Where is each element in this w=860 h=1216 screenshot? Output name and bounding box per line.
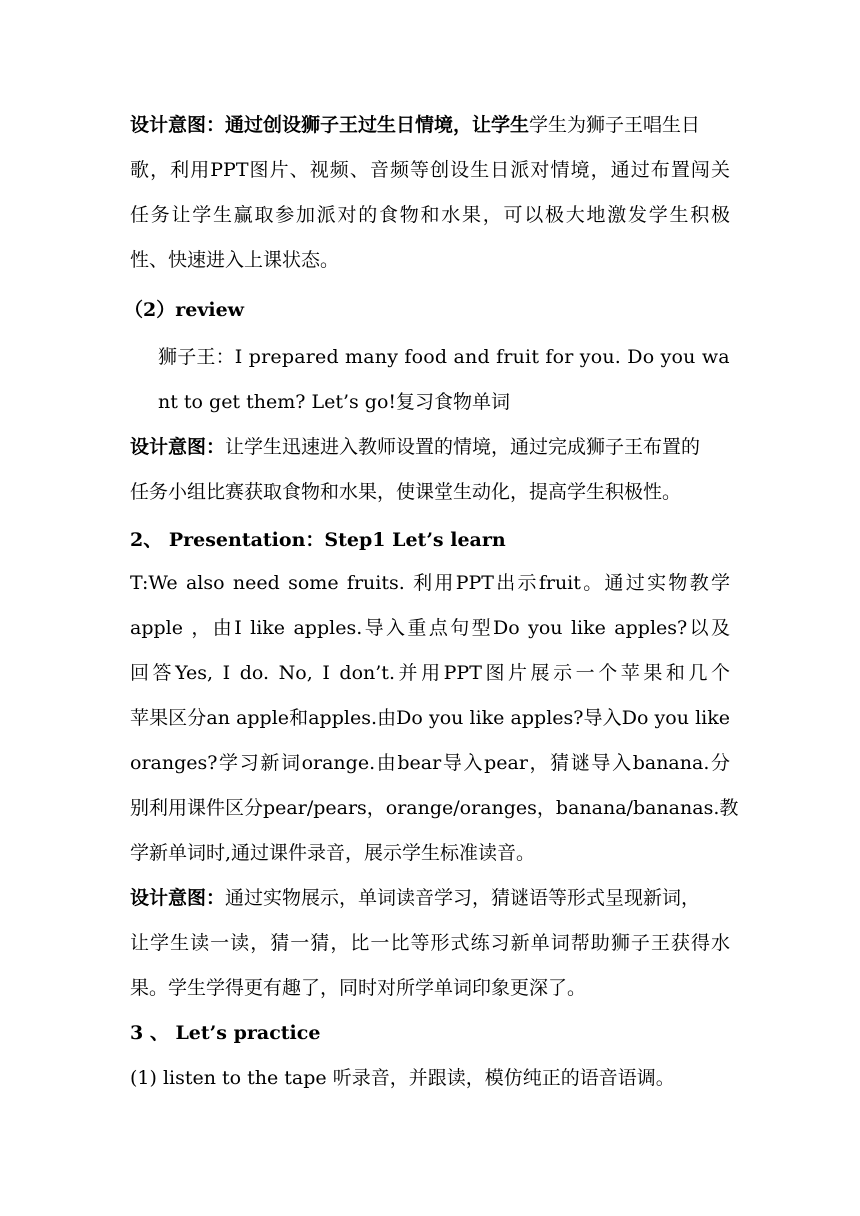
design-intent-3-text: 通过实物展示，单词读音学习，猜谜语等形式呈现新词， — [225, 887, 701, 909]
design-intent-1-line-2: 歌，利用PPT图片、视频、音频等创设生日派对情境，通过布置闯关 — [130, 159, 730, 181]
presentation-line-1: T:We also need some fruits. 利用PPT出示fruit。通过实物教学 — [130, 572, 730, 594]
design-intent-2-line-1 — [130, 432, 700, 459]
design-intent-1-label: 设计意图：通过创设狮子王过生日情境，让学生 — [130, 114, 530, 136]
review-line-2: nt to get them? Let’s go!复习食物单词 — [158, 391, 511, 413]
design-intent-2-label: 设计意图： — [130, 436, 226, 458]
design-intent-3-label: 设计意图： — [130, 887, 226, 909]
presentation-heading: 2、 Presentation：Step1 Let’s learn — [130, 529, 506, 551]
review-heading: （2）review — [124, 299, 245, 321]
presentation-line-5: oranges?学习新词orange.由bear导入pear，猜谜导入banana.分 — [130, 752, 730, 774]
presentation-line-2: apple ，由I like apples.导入重点句型Do you like apples?以及 — [130, 617, 730, 639]
design-intent-2-text: 让学生迅速进入教师设置的情境，通过完成狮子王布置的 — [225, 436, 701, 458]
presentation-line-4: 苹果区分an apple和apples.由Do you like apples?导入Do you like — [130, 707, 730, 729]
design-intent-3-line-3: 果。学生学得更有趣了，同时对所学单词印象更深了。 — [130, 977, 587, 999]
presentation-line-7: 学新单词时,通过课件录音，展示学生标准读音。 — [130, 842, 536, 864]
presentation-line-3: 回答Yes, I do. No, I don’t.并用PPT图片展示一个苹果和几个 — [130, 662, 730, 684]
design-intent-1-line-4: 性、快速进入上课状态。 — [130, 249, 340, 271]
presentation-line-6: 别利用课件区分pear/pears，orange/oranges，banana/bananas.教 — [130, 797, 739, 819]
design-intent-2-line-2: 任务小组比赛获取食物和水果，使课堂生动化，提高学生积极性。 — [130, 481, 682, 503]
practice-heading: 3 、 Let’s practice — [130, 1022, 321, 1044]
design-intent-1-line-3: 任务让学生赢取参加派对的食物和水果，可以极大地激发学生积极 — [130, 204, 730, 226]
design-intent-1-line-1 — [130, 110, 700, 137]
design-intent-3-line-2: 让学生读一读，猜一猜，比一比等形式练习新单词帮助狮子王获得水 — [130, 932, 730, 954]
design-intent-3-line-1 — [130, 883, 700, 910]
practice-line-1: (1) listen to the tape 听录音，并跟读，模仿纯正的语音语调。 — [130, 1067, 675, 1089]
review-line-1: 狮子王：I prepared many food and fruit for you. Do you wa — [158, 346, 730, 368]
design-intent-1-text: 学生为狮子王唱生日 — [529, 114, 701, 136]
